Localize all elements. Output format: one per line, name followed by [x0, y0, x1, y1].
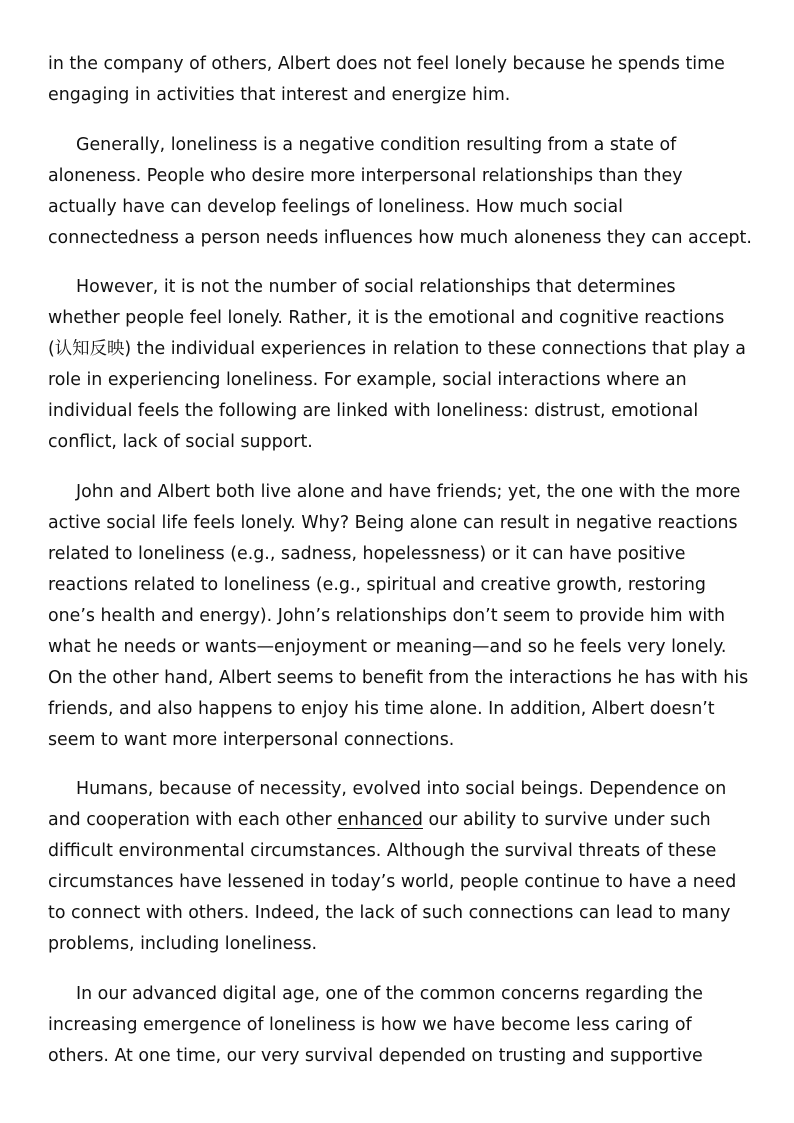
paragraph-1: in the company of others, Albert does not feel lonely because he spends time engaging in activities that interest and energize him. [48, 54, 725, 105]
underlined-word: enhanced [337, 810, 423, 830]
document-page [48, 49, 752, 1090]
paragraph-4: John and Albert both live alone and have friends; yet, the one with the more active social life feels lonely. Why? Being alone can result in negative reactions related to loneliness (e.g., sadness, hopelessness) or it can have positive reactions related to loneliness (e.g., spiritual and creative growth, restoring one’s health and energy). John’s relationships don’t seem to provide him with what he needs or wants—enjoyment or meaning—and so he feels very lonely. On the other hand, Albert seems to benefit from the interactions he has with his friends, and also happens to enjoy his time alone. In addition, Albert doesn’t seem to want more interpersonal connections. [48, 481, 749, 750]
paragraph-2: Generally, loneliness is a negative condition resulting from a state of aloneness. People who desire more interpersonal relationships than they actually have can develop feelings of loneliness. How much social connectedness a person needs influences how much aloneness they can accept. [48, 134, 752, 248]
paragraph-6: In our advanced digital age, one of the common concerns regarding the increasing emergence of loneliness is how we have become less caring of others. At one time, our very survival depended on trusting and supportive [48, 983, 704, 1066]
paragraph-5-end: our ability to survive under such difficult environmental circumstances. Although the survival threats of these circumstances have lessened in today’s world, people continue to have a need to connect with others. Indeed, the lack of such connections can lead to many problems, including loneliness. [48, 810, 737, 954]
paragraph-5 [48, 774, 752, 960]
paragraph-3: However, it is not the number of social relationships that determines whether people feel lonely. Rather, it is the emotional and cognitive reactions (认知反映) the individual experiences in relation to these connections that play a role in experiencing loneliness. For example, social interactions where an individual feels the following are linked with loneliness: distrust, emotional conflict, lack of social support. [48, 277, 746, 452]
paragraph-5-start: Humans, because of necessity, evolved into social beings. Dependence on and cooperation with each other [48, 779, 727, 830]
